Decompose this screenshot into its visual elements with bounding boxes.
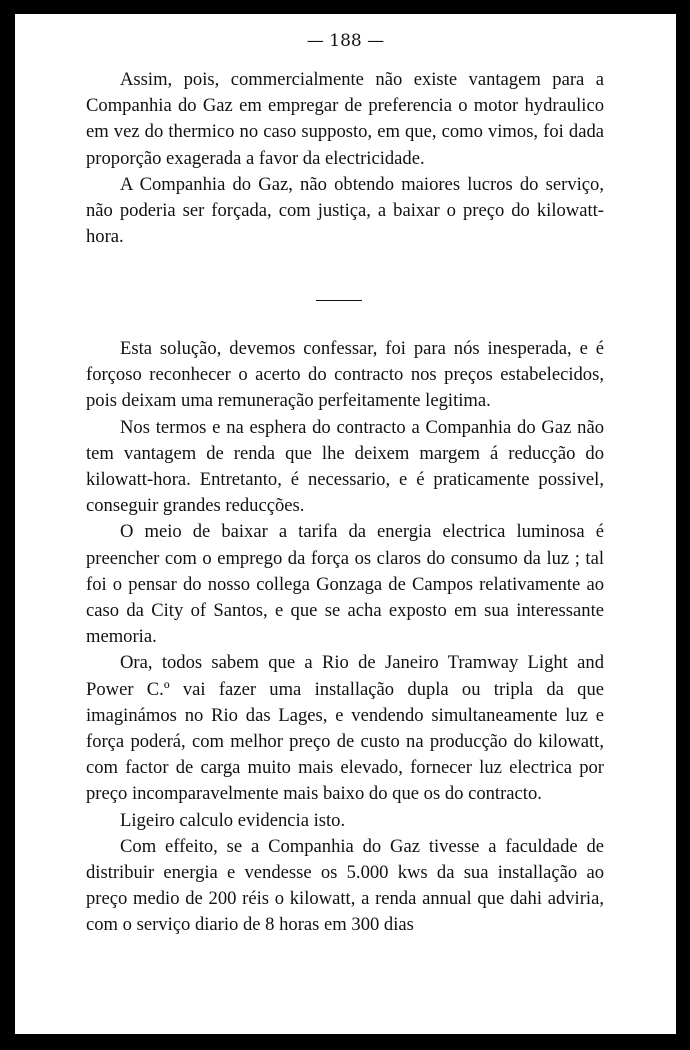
paragraph: Nos termos e na esphera do contracto a Companhia do Gaz não tem vantagem de renda que lhe deixem margem á reducção do kilowatt-hora. Entretanto, é necessario, e é praticamente possivel, conseguir grandes reducções. — [86, 416, 604, 517]
paragraph: O meio de baixar a tarifa da energia electrica luminosa é preencher com o emprego da força os claros do consumo da luz ; tal foi o pensar do nosso collega Gonzaga de Campos relativamente ao caso da City of Santos, e que se acha exposto em sua interessante memoria. — [86, 521, 604, 648]
paragraph: Ligeiro calculo evidencia isto. — [120, 809, 346, 831]
paragraph: Esta solução, devemos confessar, foi para nós inesperada, e é forçoso reconhecer o acerto do contracto nos preços estabelecidos, pois deixam uma remuneração perfeitamente legitima. — [86, 338, 604, 412]
book-page — [15, 14, 676, 1034]
paragraph: A Companhia do Gaz, não obtendo maiores lucros do serviço, não poderia ser forçada, com justiça, a baixar o preço do kilowatt-hora. — [86, 173, 604, 248]
page-number: — 188 — — [306, 31, 385, 51]
text-section-2 — [86, 336, 604, 939]
paragraph: Com effeito, se a Companhia do Gaz tivesse a faculdade de distribuir energia e vendesse os 5.000 kws da sua installação ao preço medio de 200 réis o kilowatt, a renda annual que dahi adviria, com o serviço diario de 8 horas em 300 dias — [86, 835, 604, 936]
text-section-1 — [86, 67, 604, 250]
section-divider — [316, 300, 362, 301]
paragraph: Ora, todos sabem que a Rio de Janeiro Tramway Light and Power C.º vai fazer uma installação dupla ou tripla da que imaginámos no Rio das Lages, e vendendo simultaneamente luz e força poderá, com melhor preço de custo na producção do kilowatt, com factor de carga muito mais elevado, fornecer luz electrica por preço incomparavelmente mais baixo do que os do contracto. — [86, 652, 604, 805]
paragraph: Assim, pois, commercialmente não existe vantagem para a Companhia do Gaz em empregar de preferencia o motor hydraulico em vez do thermico no caso supposto, em que, como vimos, foi dada proporção exagerada a favor da electricidade. — [86, 69, 604, 169]
